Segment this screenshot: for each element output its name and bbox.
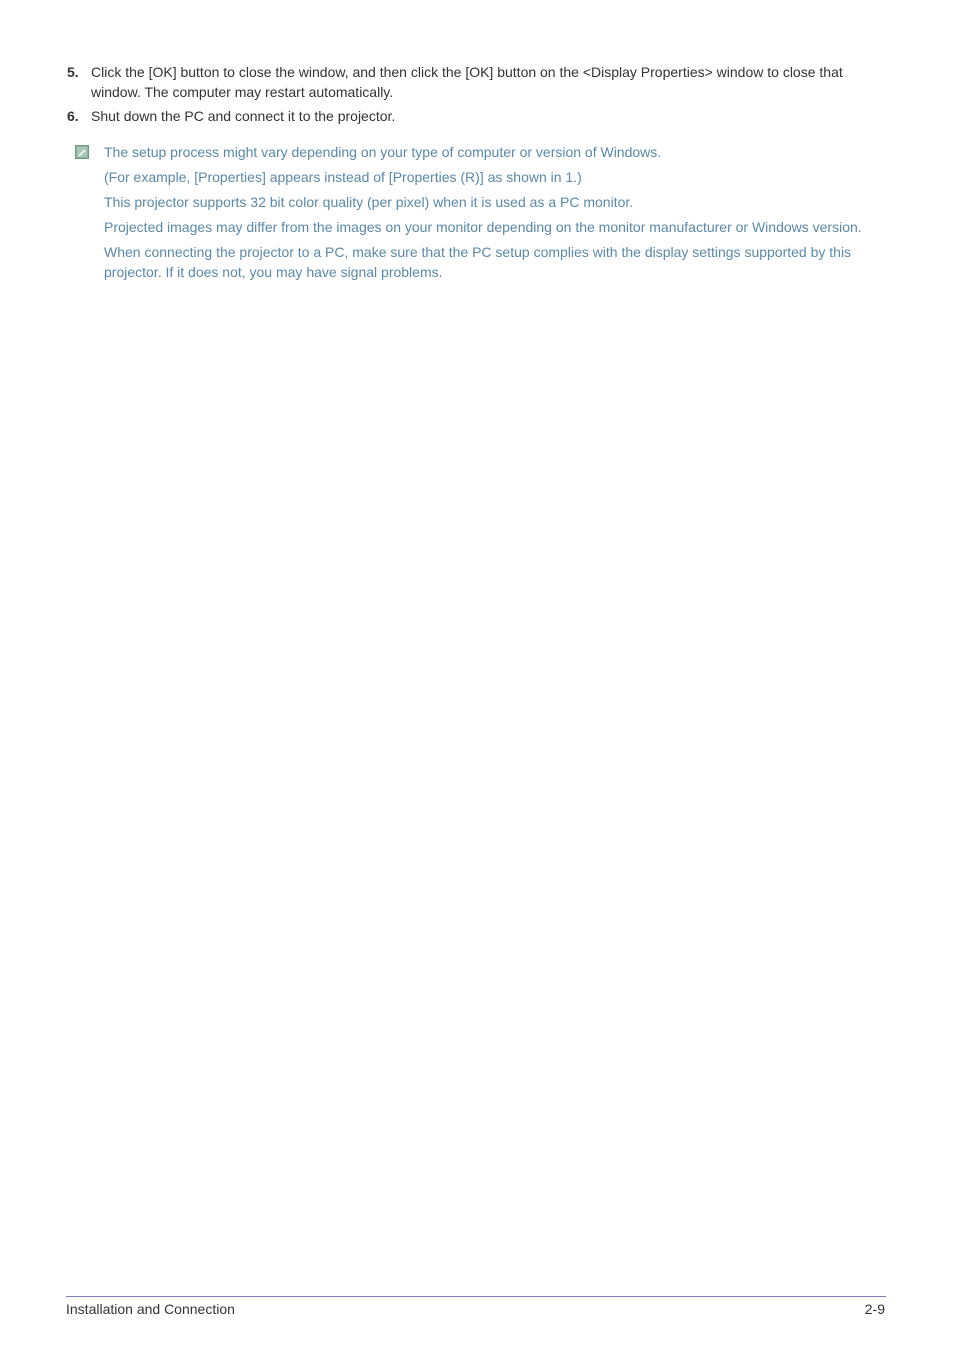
note-block [75,142,895,287]
step-text: Click the [OK] button to close the window, and then click the [OK] button on the <Display Properties> window to close that window. The computer may restart automatically. [91,64,843,100]
note-pencil-icon [75,145,89,159]
note-line: The setup process might vary depending on your type of computer or version of Windows. [104,144,662,160]
note-line: Projected images may differ from the images on your monitor depending on the monitor manufacturer or Windows version. [104,219,862,235]
footer-section-title: Installation and Connection [66,1301,235,1317]
note-line: This projector supports 32 bit color quality (per pixel) when it is used as a PC monitor. [104,194,634,210]
step-item [67,62,887,102]
step-item [67,106,887,126]
step-number: 6. [67,108,79,124]
note-line: When connecting the projector to a PC, make sure that the PC setup complies with the display settings supported by this projector. If it does not, you may have signal problems. [104,244,852,280]
footer-page-number: 2-9 [864,1301,885,1317]
step-number: 5. [67,64,79,80]
instruction-steps [67,62,887,130]
step-text: Shut down the PC and connect it to the projector. [91,108,396,124]
note-line: (For example, [Properties] appears instead of [Properties (R)] as shown in 1.) [104,169,582,185]
footer-divider [66,1296,886,1297]
